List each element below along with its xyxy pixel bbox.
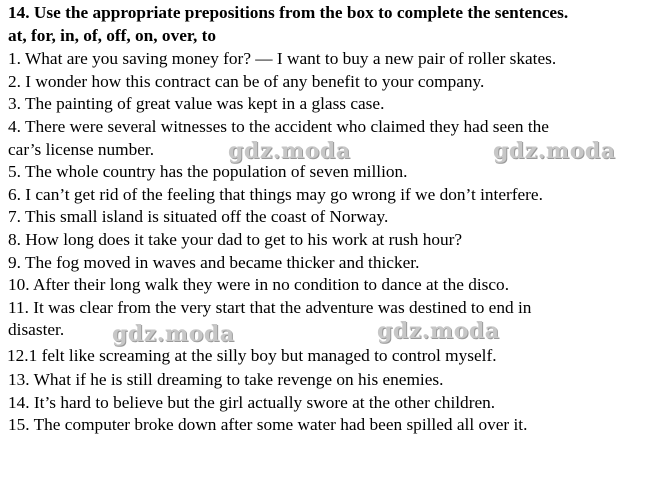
sentence-10: 10. After their long walk they were in no condition to dance at the disco. (8, 275, 510, 294)
sentence-1: 1. What are you saving money for? — I want to buy a new pair of roller skates. (8, 49, 557, 68)
sentence-15: 15. The computer broke down after some water had been spilled all over it. (8, 415, 528, 434)
sentence-2: 2. I wonder how this contract can be of any benefit to your company. (8, 72, 485, 91)
sentence-11-line-2: disaster. (8, 320, 65, 339)
sentence-4-line-2: car’s license number. (8, 140, 155, 159)
sentence-8: 8. How long does it take your dad to get to his work at rush hour? (8, 230, 463, 249)
sentence-7: 7. This small island is situated off the coast of Norway. (8, 207, 389, 226)
watermark: gdz.moda (493, 138, 616, 164)
watermark: gdz.moda (112, 321, 235, 347)
word-box: at, for, in, of, off, on, over, to (8, 26, 216, 45)
sentence-13: 13. What if he is still dreaming to take revenge on his enemies. (8, 370, 444, 389)
sentence-14: 14. It’s hard to believe but the girl actually swore at the other children. (8, 393, 496, 412)
sentence-3: 3. The painting of great value was kept in a glass case. (8, 94, 385, 113)
watermark: gdz.moda (377, 318, 500, 344)
exercise-title: 14. Use the appropriate prepositions from the box to complete the sentences. (8, 3, 569, 22)
sentence-6: 6. I can’t get rid of the feeling that things may go wrong if we don’t interfere. (8, 185, 543, 204)
sentence-5: 5. The whole country has the population of seven million. (8, 162, 408, 181)
sentence-9: 9. The fog moved in waves and became thicker and thicker. (8, 253, 420, 272)
sentence-11-line-1: 11. It was clear from the very start that the adventure was destined to end in (8, 298, 532, 317)
watermark: gdz.moda (228, 138, 351, 164)
sentence-12: 12.1 felt like screaming at the silly boy but managed to control myself. (7, 346, 497, 365)
sentence-4-line-1: 4. There were several witnesses to the accident who claimed they had seen the (8, 117, 549, 136)
